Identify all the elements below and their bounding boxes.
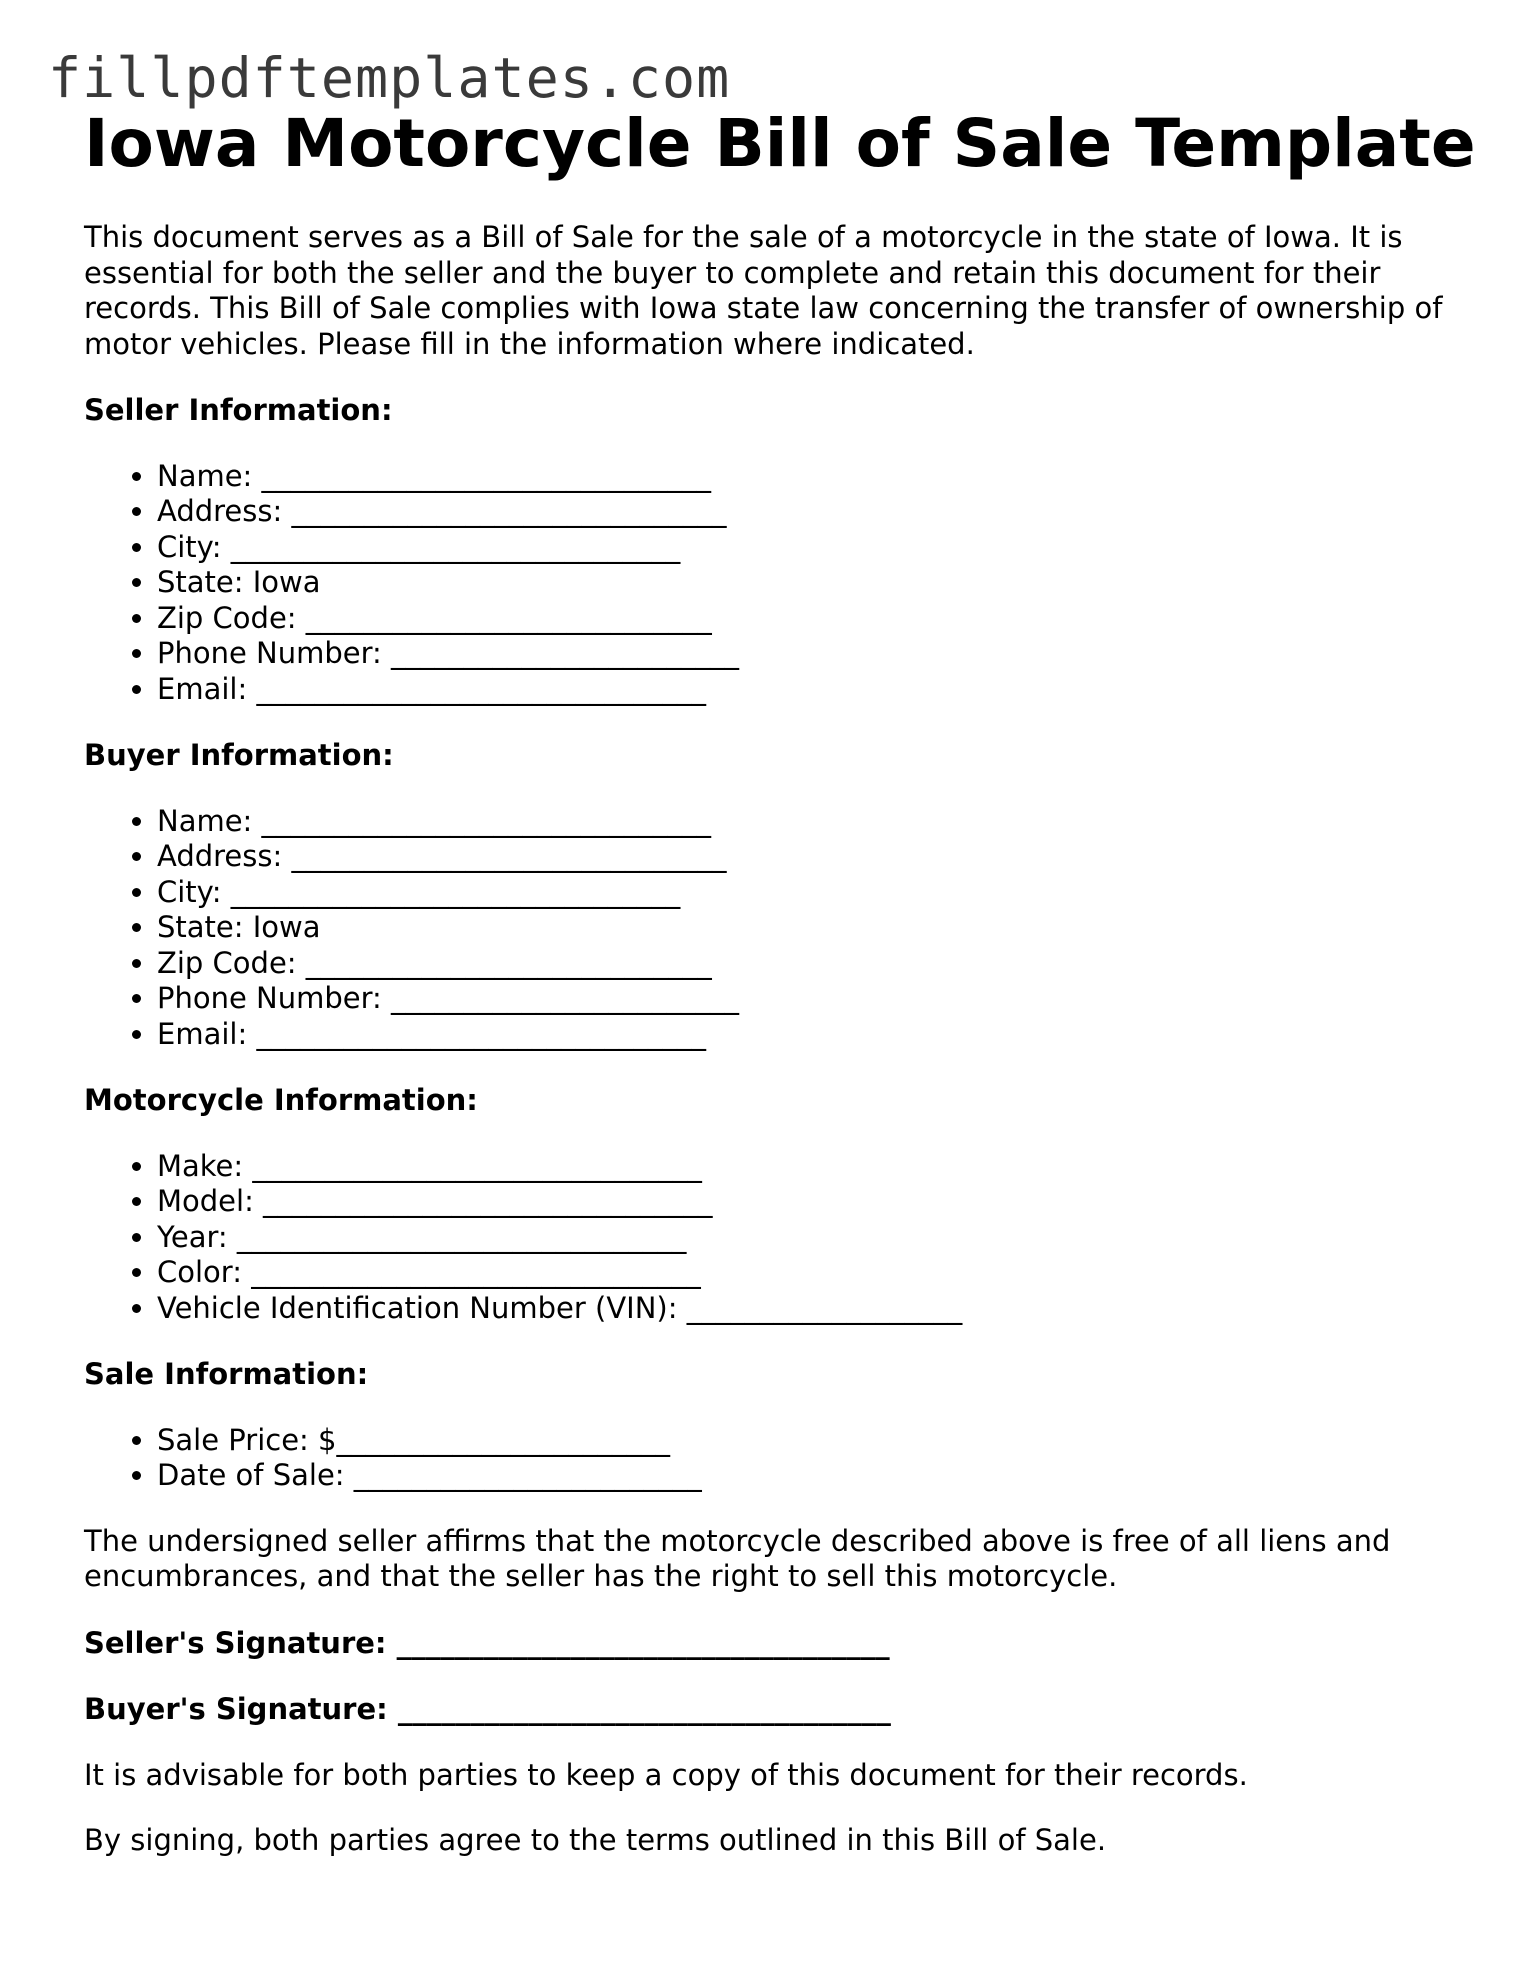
seller-zip-field[interactable]: • Zip Code: ____________________________ [157,601,1454,637]
seller-email-field[interactable]: • Email: _______________________________ [157,672,1454,708]
seller-state-field: • State: Iowa [157,565,1454,601]
seller-name-field[interactable]: • Name: _______________________________ [157,459,1454,495]
document-title: Iowa Motorcycle Bill of Sale Template [84,105,1476,182]
motorcycle-color-field[interactable]: • Color: _______________________________ [157,1255,1454,1291]
bill-of-sale-document [84,104,1476,1859]
buyer-email-field[interactable]: • Email: _______________________________ [157,1017,1454,1053]
buyer-name-field[interactable]: • Name: _______________________________ [157,804,1454,840]
buyer-city-field[interactable]: • City: _______________________________ [157,875,1454,911]
motorcycle-field-list [84,1149,1454,1327]
affirmation-paragraph: The undersigned seller affirms that the motorcycle described above is free of all liens and encumbrances, and that the seller has the right to sell this motorcycle. [84,1523,1391,1593]
motorcycle-year-field[interactable]: • Year: _______________________________ [157,1220,1454,1256]
advice-paragraph: It is advisable for both parties to keep a copy of this document for their records. [84,1757,1248,1792]
agreement-paragraph: By signing, both parties agree to the terms outlined in this Bill of Sale. [84,1823,1107,1857]
buyer-signature-line[interactable]: Buyer's Signature: __________________________________ [84,1692,891,1726]
buyer-phone-field[interactable]: • Phone Number: ________________________ [157,981,1454,1017]
seller-city-field[interactable]: • City: _______________________________ [157,530,1454,566]
buyer-address-field[interactable]: • Address: ______________________________ [157,839,1454,875]
sale-section-heading: Sale Information: [84,1357,369,1391]
motorcycle-section-heading: Motorcycle Information: [84,1083,478,1117]
seller-section-heading: Seller Information: [84,393,393,427]
intro-paragraph: This document serves as a Bill of Sale for the sale of a motorcycle in the state of Iowa. It is essential for both the seller and the buyer to complete and retain this document for their records. This Bill of Sale complies with Iowa state law concerning the transfer of ownership of motor vehicles. Please fill in the information where indicated. [84,220,1443,361]
seller-signature-line[interactable]: Seller's Signature: __________________________________ [84,1625,890,1660]
motorcycle-model-field[interactable]: • Model: _______________________________ [157,1184,1454,1220]
seller-phone-field[interactable]: • Phone Number: ________________________ [157,636,1454,672]
seller-field-list [84,459,1454,708]
site-watermark: fillpdftemplates.com [48,46,731,110]
sale-price-field[interactable]: • Sale Price: $_______________________ [157,1423,1454,1459]
buyer-section-heading: Buyer Information: [84,738,394,772]
motorcycle-make-field[interactable]: • Make: _______________________________ [157,1149,1454,1185]
motorcycle-vin-field[interactable]: • Vehicle Identification Number (VIN): ___________________ [157,1291,1454,1327]
buyer-state-field: • State: Iowa [157,910,1454,946]
seller-address-field[interactable]: • Address: ______________________________ [157,494,1454,530]
sale-field-list [84,1423,1454,1494]
buyer-field-list [84,804,1454,1053]
buyer-zip-field[interactable]: • Zip Code: ____________________________ [157,946,1454,982]
sale-date-field[interactable]: • Date of Sale: ________________________ [157,1458,1454,1494]
